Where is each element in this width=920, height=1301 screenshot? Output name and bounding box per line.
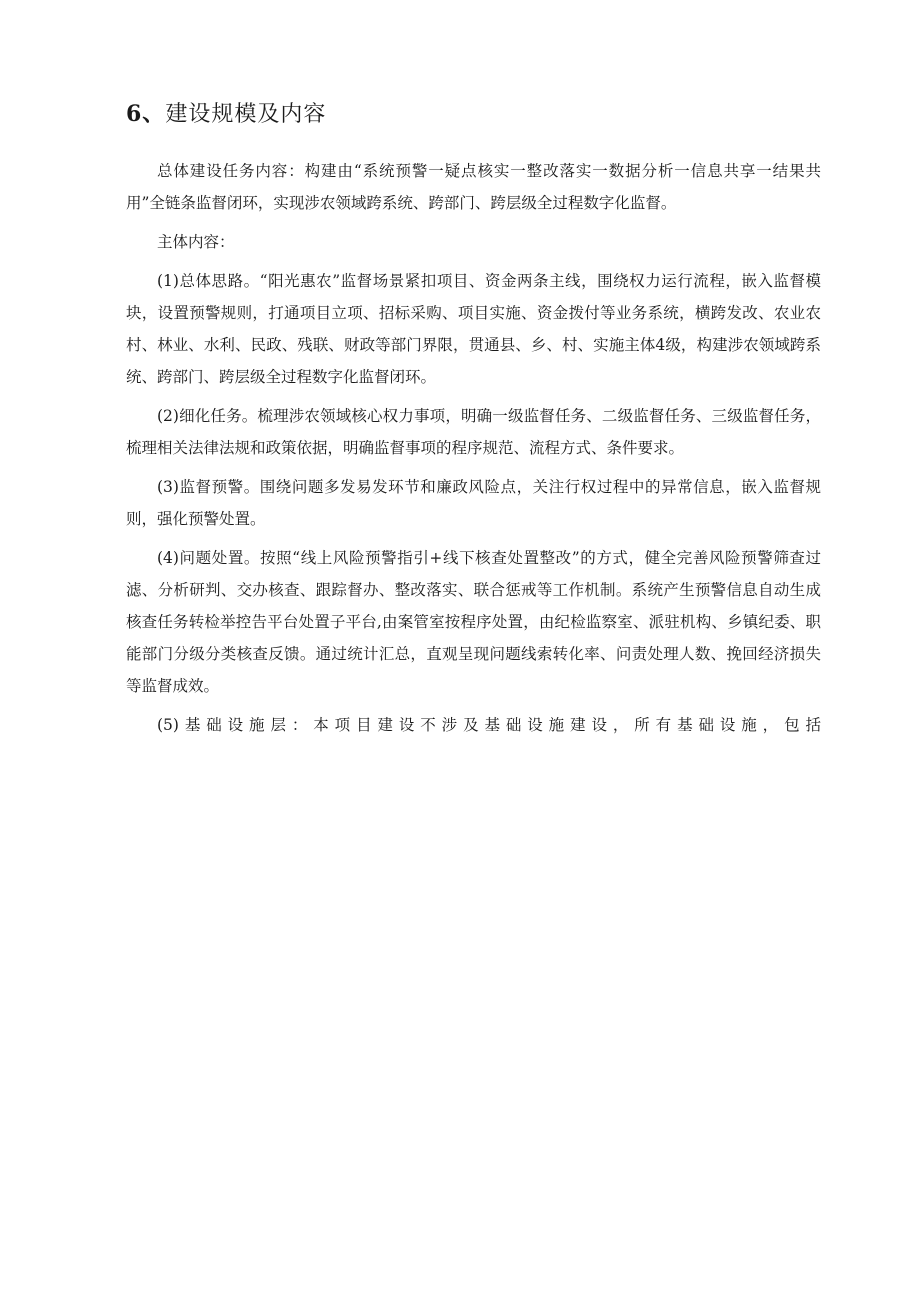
paragraph-issue-handling: (4)问题处置。按照“线上风险预警指引+线下核查处置整改”的方式，健全完善风险预警筛查过滤、分析研判、交办核查、跟踪督办、整改落实、联合惩戒等工作机制。系统产生预警信息自动生成核查任务转检举控告平台处置子平台,由案管室按程序处置，由纪检监察室、派驻机构、乡镇纪委、职能部门分级分类核查反馈。通过统计汇总，直观呈现问题线索转化率、问责处理人数、挽回经济损失等监督成效。 [126, 549, 821, 695]
paragraph-supervision-warning: (3)监督预警。围绕问题多发易发环节和廉政风险点，关注行权过程中的异常信息，嵌入监督规则，强化预警处置。 [126, 478, 821, 528]
paragraph-overall-approach: (1)总体思路。“阳光惠农”监督场景紧扣项目、资金两条主线，围绕权力运行流程，嵌入监督模块，设置预警规则，打通项目立项、招标采购、项目实施、资金拨付等业务系统，横跨发改、农业农村、林业、水利、民政、残联、财政等部门界限，贯通县、乡、村、实施主体4级，构建涉农领域跨系统、跨部门、跨层级全过程数字化监督闭环。 [126, 272, 821, 386]
paragraph-infrastructure-layer: (5)基础设施层：本项目建设不涉及基础设施建设，所有基础设施，包括 [157, 716, 821, 734]
paragraph-overall-task: 总体建设任务内容：构建由“系统预警一疑点核实一整改落实一数据分析一信息共享一结果共用”全链条监督闭环，实现涉农领域跨系统、跨部门、跨层级全过程数字化监督。 [126, 162, 821, 212]
section-number: 6、 [126, 101, 166, 127]
paragraph-main-content-label: 主体内容： [157, 233, 235, 251]
paragraph-refine-tasks: (2)细化任务。梳理涉农领域核心权力事项，明确一级监督任务、二级监督任务、三级监督任务，梳理相关法律法规和政策依据，明确监督事项的程序规范、流程方式、条件要求。 [126, 407, 821, 457]
section-title: 建设规模及内容 [165, 102, 327, 127]
section-heading [126, 98, 326, 131]
section-body [126, 155, 821, 748]
